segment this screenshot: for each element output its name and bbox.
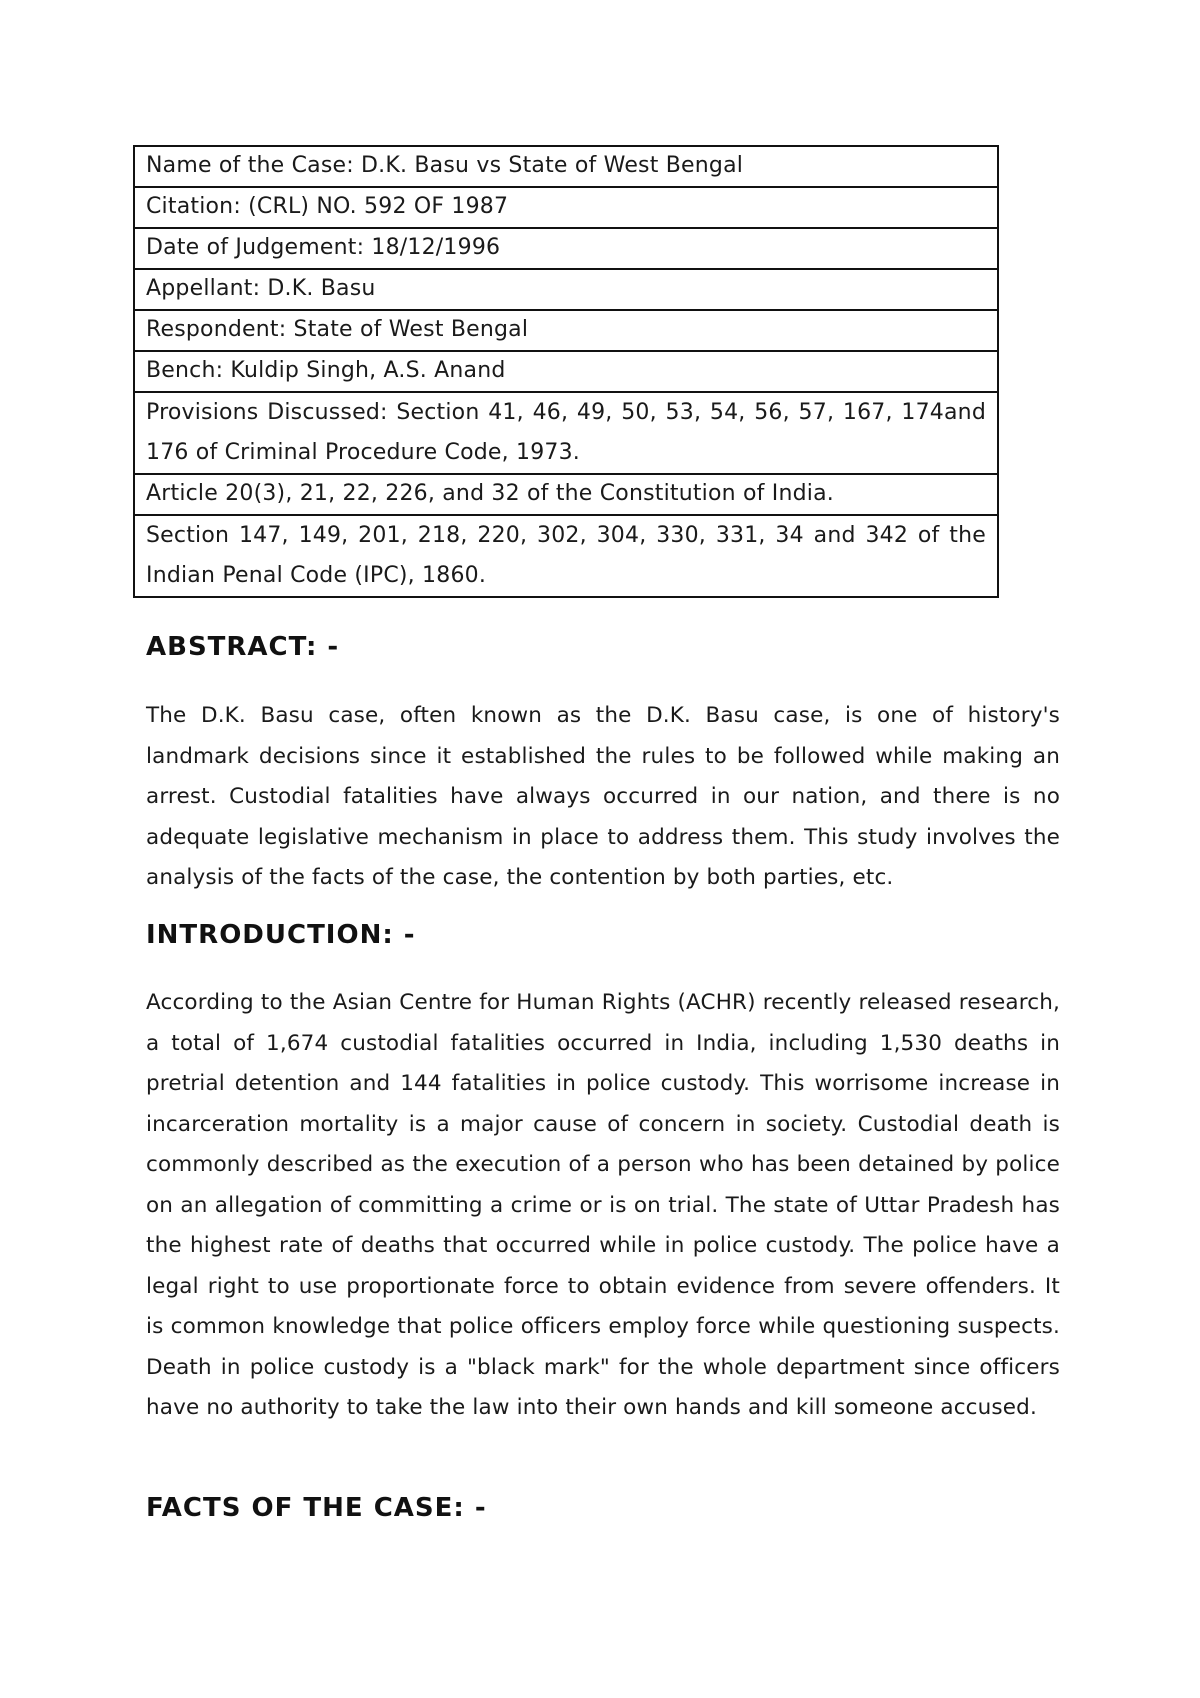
table-row: [134, 228, 998, 269]
facts-heading: FACTS OF THE CASE: -: [146, 1493, 487, 1523]
respondent-cell: Respondent: State of West Bengal: [134, 310, 998, 351]
introduction-paragraph: According to the Asian Centre for Human Rights (ACHR) recently released research, a total of 1,674 custodial fatalities occurred in India, including 1,530 deaths in pretrial detention and 144 fatalities in police custody. This worrisome increase in incarceration mortality is a major cause of concern in society. Custodial death is commonly described as the execution of a person who has been detained by police on an allegation of committing a crime or is on trial. The state of Uttar Pradesh has the highest rate of deaths that occurred while in police custody. The police have a legal right to use proportionate force to obtain evidence from severe offenders. It is common knowledge that police officers employ force while questioning suspects. Death in police custody is a "black mark" for the whole department since officers have no authority to take the law into their own hands and kill someone accused.: [146, 990, 1060, 1420]
table-row: [134, 392, 998, 474]
table-row: [134, 351, 998, 392]
case-name-cell: Name of the Case: D.K. Basu vs State of West Bengal: [134, 146, 998, 187]
appellant-cell: Appellant: D.K. Basu: [134, 269, 998, 310]
table-row: [134, 269, 998, 310]
citation-cell: Citation: (CRL) NO. 592 OF 1987: [134, 187, 998, 228]
ipc-sections-cell: Section 147, 149, 201, 218, 220, 302, 304, 330, 331, 34 and 342 of the Indian Penal Code (IPC), 1860.: [134, 515, 998, 597]
table-row: [134, 310, 998, 351]
constitution-articles-cell: Article 20(3), 21, 22, 226, and 32 of the Constitution of India.: [134, 474, 998, 515]
abstract-heading: ABSTRACT: -: [146, 632, 340, 662]
introduction-heading: INTRODUCTION: -: [146, 920, 416, 950]
abstract-paragraph: The D.K. Basu case, often known as the D.K. Basu case, is one of history's landmark decisions since it established the rules to be followed while making an arrest. Custodial fatalities have always occurred in our nation, and there is no adequate legislative mechanism in place to address them. This study involves the analysis of the facts of the case, the contention by both parties, etc.: [146, 703, 1060, 890]
judgement-date-cell: Date of Judgement: 18/12/1996: [134, 228, 998, 269]
table-row: [134, 515, 998, 597]
provisions-cell: Provisions Discussed: Section 41, 46, 49, 50, 53, 54, 56, 57, 167, 174and 176 of Criminal Procedure Code, 1973.: [134, 392, 998, 474]
table-row: [134, 474, 998, 515]
table-row: [134, 146, 998, 187]
case-details-table: [133, 145, 999, 598]
table-row: [134, 187, 998, 228]
bench-cell: Bench: Kuldip Singh, A.S. Anand: [134, 351, 998, 392]
